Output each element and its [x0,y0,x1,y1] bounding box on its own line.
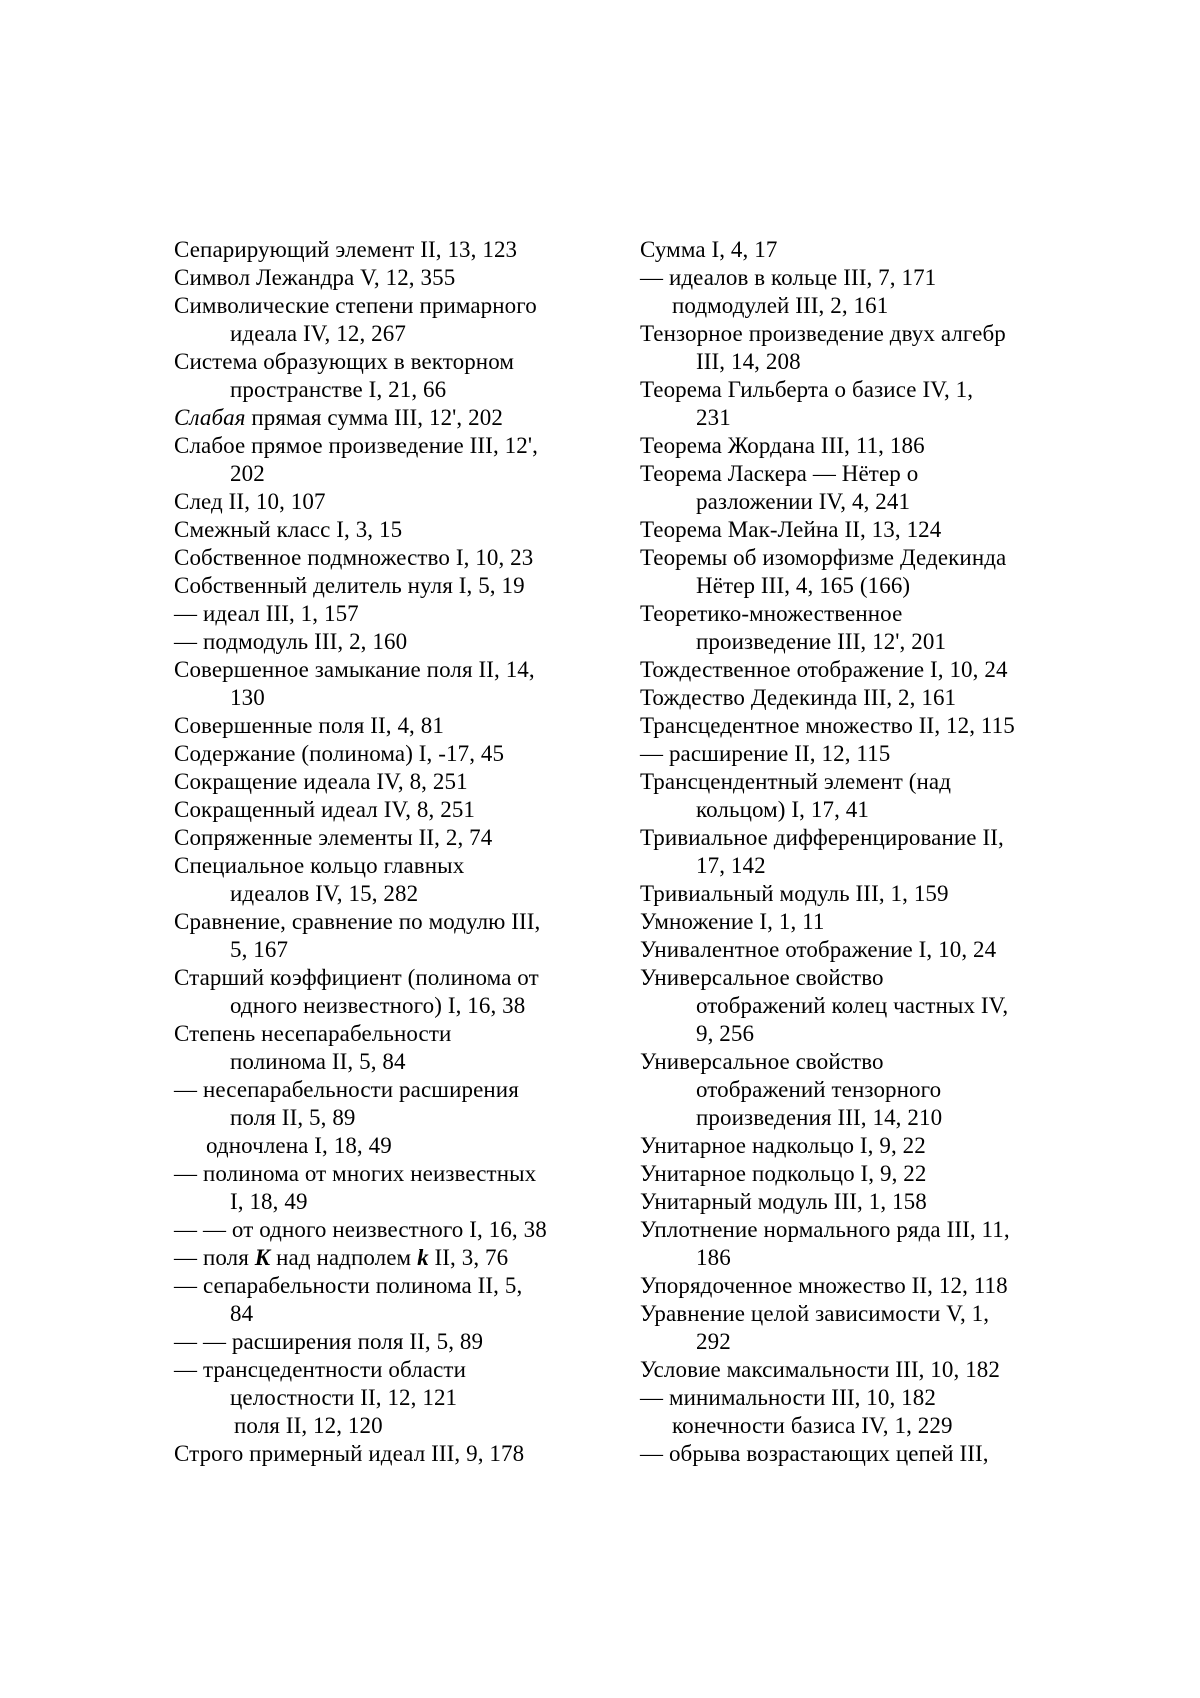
index-entry [174,1216,594,1244]
index-entry [174,1272,594,1300]
index-entry-text: Содержание (полинома) I, -17, 45 [174,741,504,766]
index-entry [174,908,594,936]
index-entry [174,824,594,852]
index-entry-text: произведение III, 12', 201 [696,629,946,654]
index-entry [640,1356,1060,1384]
index-entry [640,908,1060,936]
index-entry-text: Уравнение целой зависимости V, 1, [640,1301,989,1326]
index-entry-text: Совершенное замыкание поля II, 14, [174,657,535,682]
index-entry-text: Старший коэффициент (полинома от [174,965,539,990]
index-entry [640,1132,1060,1160]
index-entry [174,1132,594,1160]
index-entry-text: Специальное кольцо главных [174,853,464,878]
index-entry [174,712,594,740]
index-entry-text: — трансцедентности области [174,1357,466,1382]
index-entry-text: Универсальное свойство [640,1049,884,1074]
index-entry-text: Сравнение, сравнение по модулю III, [174,909,540,934]
index-entry-text: пространстве I, 21, 66 [230,377,446,402]
index-entry-text: целостности II, 12, 121 [230,1385,457,1410]
index-entry [174,656,594,684]
index-entry-text: Теоретико-множественное [640,601,902,626]
index-entry [174,1356,594,1384]
index-entry [174,628,594,656]
index-entry-text: Система образующих в векторном [174,349,514,374]
index-entry [640,1188,1060,1216]
index-entry [640,768,1060,796]
index-entry [174,880,594,908]
index-entry-text: 84 [230,1301,253,1326]
index-entry-text: 292 [696,1329,731,1354]
index-entry [174,572,594,600]
index-entry [174,768,594,796]
index-entry [640,880,1060,908]
index-page [0,0,1200,1698]
index-entry-text: идеалов IV, 15, 282 [230,881,418,906]
index-entry [640,1104,1060,1132]
index-entry [640,1328,1060,1356]
index-entry [174,600,594,628]
index-entry [640,796,1060,824]
index-entry [174,684,594,712]
index-entry [640,600,1060,628]
index-entry-text: одночлена I, 18, 49 [206,1133,392,1158]
index-entry [174,516,594,544]
index-entry [174,1104,594,1132]
index-entry-text: Сепарирующий элемент II, 13, 123 [174,237,517,262]
index-entry-text: конечности базиса IV, 1, 229 [672,1413,953,1438]
index-entry [174,236,594,264]
index-entry [640,964,1060,992]
index-entry-text: 231 [696,405,731,430]
index-entry [174,1020,594,1048]
index-entry-text: Собственное подмножество I, 10, 23 [174,545,533,570]
index-entry-text: — расширение II, 12, 115 [640,741,890,766]
index-entry [640,404,1060,432]
index-entry [640,1272,1060,1300]
index-entry-text: — полинома от многих неизвестных [174,1161,536,1186]
index-entry-text: Трансцедентное множество II, 12, 115 [640,713,1015,738]
index-entry-text: Условие максимальности III, 10, 182 [640,1357,1000,1382]
index-entry-text: Тождественное отображение I, 10, 24 [640,657,1008,682]
index-entry-middle: над надполем [270,1245,417,1270]
index-entry-text: Совершенные поля II, 4, 81 [174,713,444,738]
index-entry-text: Теорема Мак-Лейна II, 13, 124 [640,517,941,542]
index-entry-text: 5, 167 [230,937,288,962]
index-entry [640,936,1060,964]
index-entry [640,236,1060,264]
index-entry [174,1328,594,1356]
index-entry [640,1160,1060,1188]
index-entry-text: Унитарное надкольцо I, 9, 22 [640,1133,926,1158]
index-entry [640,544,1060,572]
index-entry-text: — — расширения поля II, 5, 89 [174,1329,483,1354]
index-entry [174,1440,594,1468]
index-entry-text: 9, 256 [696,1021,754,1046]
index-entry-prefix: — поля [174,1245,255,1270]
index-entry-text: поля II, 12, 120 [234,1413,383,1438]
index-entry [640,1048,1060,1076]
index-entry-symbol: K [255,1245,270,1270]
index-entry-text: — идеалов в кольце III, 7, 171 [640,265,936,290]
index-entry [174,348,594,376]
index-entry [174,292,594,320]
index-entry-text: идеала IV, 12, 267 [230,321,406,346]
index-entry-text: отображений колец частных IV, [696,993,1008,1018]
index-entry-text: Унитарное подкольцо I, 9, 22 [640,1161,927,1186]
index-entry-text: отображений тензорного [696,1077,941,1102]
index-entry [640,488,1060,516]
index-entry [174,1300,594,1328]
index-column-right [640,236,1060,1468]
index-entry [640,1020,1060,1048]
index-entry [174,320,594,348]
index-entry-text: 17, 142 [696,853,766,878]
index-entry [640,1244,1060,1272]
index-entry-text: III, 14, 208 [696,349,801,374]
index-entry-text: 202 [230,461,265,486]
index-entry [174,992,594,1020]
index-entry [640,1412,1060,1440]
index-entry-text: — сепарабельности полинома II, 5, [174,1273,522,1298]
index-entry-text: разложении IV, 4, 241 [696,489,910,514]
index-entry [640,992,1060,1020]
index-entry [640,1076,1060,1104]
index-entry-text: Тензорное произведение двух алгебр [640,321,1006,346]
index-entry-text: Умножение I, 1, 11 [640,909,825,934]
index-entry-text: Уплотнение нормального ряда III, 11, [640,1217,1010,1242]
index-entry-text: Тривиальный модуль III, 1, 159 [640,881,949,906]
index-entry-text: Нётер III, 4, 165 (166) [696,573,910,598]
index-entry [174,796,594,824]
index-entry-text: Собственный делитель нуля I, 5, 19 [174,573,525,598]
index-entry-text: Сопряженные элементы II, 2, 74 [174,825,492,850]
index-entry-text: Универсальное свойство [640,965,884,990]
index-entry-text: Тождество Дедекинда III, 2, 161 [640,685,956,710]
index-entry [640,1216,1060,1244]
index-entry-text: произведения III, 14, 210 [696,1105,942,1130]
index-entry-text: поля II, 5, 89 [230,1105,356,1130]
index-entry [174,460,594,488]
index-entry [174,1188,594,1216]
index-entry-text: След II, 10, 107 [174,489,326,514]
index-entry-text: — подмодуль III, 2, 160 [174,629,407,654]
index-entry [640,656,1060,684]
index-entry [174,264,594,292]
index-entry-text: I, 18, 49 [230,1189,308,1214]
index-entry-text: полинома II, 5, 84 [230,1049,406,1074]
index-entry-text: Слабое прямое произведение III, 12', [174,433,538,458]
index-entry [174,376,594,404]
index-entry-text: Символ Лежандра V, 12, 355 [174,265,455,290]
index-entry [174,936,594,964]
index-entry [174,544,594,572]
index-entry [640,572,1060,600]
index-entry-text: Трансцендентный элемент (над [640,769,951,794]
index-entry-text: Строго примерный идеал III, 9, 178 [174,1441,524,1466]
index-entry [640,628,1060,656]
index-entry-emphasis: Слабая [174,405,246,430]
index-entry-text: Теорема Жордана III, 11, 186 [640,433,925,458]
index-entry [174,1048,594,1076]
index-entry-text: Сумма I, 4, 17 [640,237,777,262]
index-entry [640,712,1060,740]
index-entry [640,516,1060,544]
index-entry [174,1412,594,1440]
index-entry-text: Сокращенный идеал IV, 8, 251 [174,797,475,822]
index-entry-text: Символические степени примарного [174,293,537,318]
index-entry [640,852,1060,880]
index-entry-text: прямая сумма III, 12', 202 [246,405,503,430]
index-entry-text: 130 [230,685,265,710]
index-column-left [174,236,594,1468]
index-entry [640,740,1060,768]
index-entry [174,432,594,460]
index-entry-text: Степень несепарабельности [174,1021,451,1046]
index-entry [174,1384,594,1412]
index-entry [174,1244,594,1272]
index-entry-text: Упорядоченное множество II, 12, 118 [640,1273,1008,1298]
index-entry [640,1440,1060,1468]
index-entry-text: II, 3, 76 [429,1245,509,1270]
index-entry [640,1300,1060,1328]
index-entry-text: Тривиальное дифференцирование II, [640,825,1004,850]
index-entry [640,432,1060,460]
index-entry [640,264,1060,292]
index-entry [640,1384,1060,1412]
index-entry [640,460,1060,488]
index-entry [174,740,594,768]
index-entry-text: Теоремы об изоморфизме Дедекинда [640,545,1006,570]
index-entry-text: — минимальности III, 10, 182 [640,1385,936,1410]
index-entry-text: одного неизвестного) I, 16, 38 [230,993,525,1018]
index-entry-text: — обрыва возрастающих цепей III, [640,1441,989,1466]
index-entry [174,852,594,880]
index-entry [640,292,1060,320]
index-entry [640,348,1060,376]
index-entry-text: — идеал III, 1, 157 [174,601,359,626]
index-entry [640,684,1060,712]
index-entry-text: Унитарный модуль III, 1, 158 [640,1189,927,1214]
index-entry-text: Теорема Ласкера — Нётер о [640,461,918,486]
index-entry-text: 186 [696,1245,731,1270]
index-entry-text: Смежный класс I, 3, 15 [174,517,402,542]
index-entry [174,404,594,432]
index-entry [174,1076,594,1104]
index-entry-text: — — от одного неизвестного I, 16, 38 [174,1217,547,1242]
index-entry-text: Теорема Гильберта о базисе IV, 1, [640,377,973,402]
index-entry [640,376,1060,404]
index-entry-text: Унивалентное отображение I, 10, 24 [640,937,996,962]
index-entry [640,320,1060,348]
index-entry [640,824,1060,852]
index-entry-text: кольцом) I, 17, 41 [696,797,869,822]
index-entry [174,1160,594,1188]
index-entry [174,488,594,516]
index-entry-symbol: k [417,1245,429,1270]
index-entry-text: Сокращение идеала IV, 8, 251 [174,769,468,794]
index-entry-text: подмодулей III, 2, 161 [672,293,888,318]
index-entry-text: — несепарабельности расширения [174,1077,519,1102]
index-entry [174,964,594,992]
